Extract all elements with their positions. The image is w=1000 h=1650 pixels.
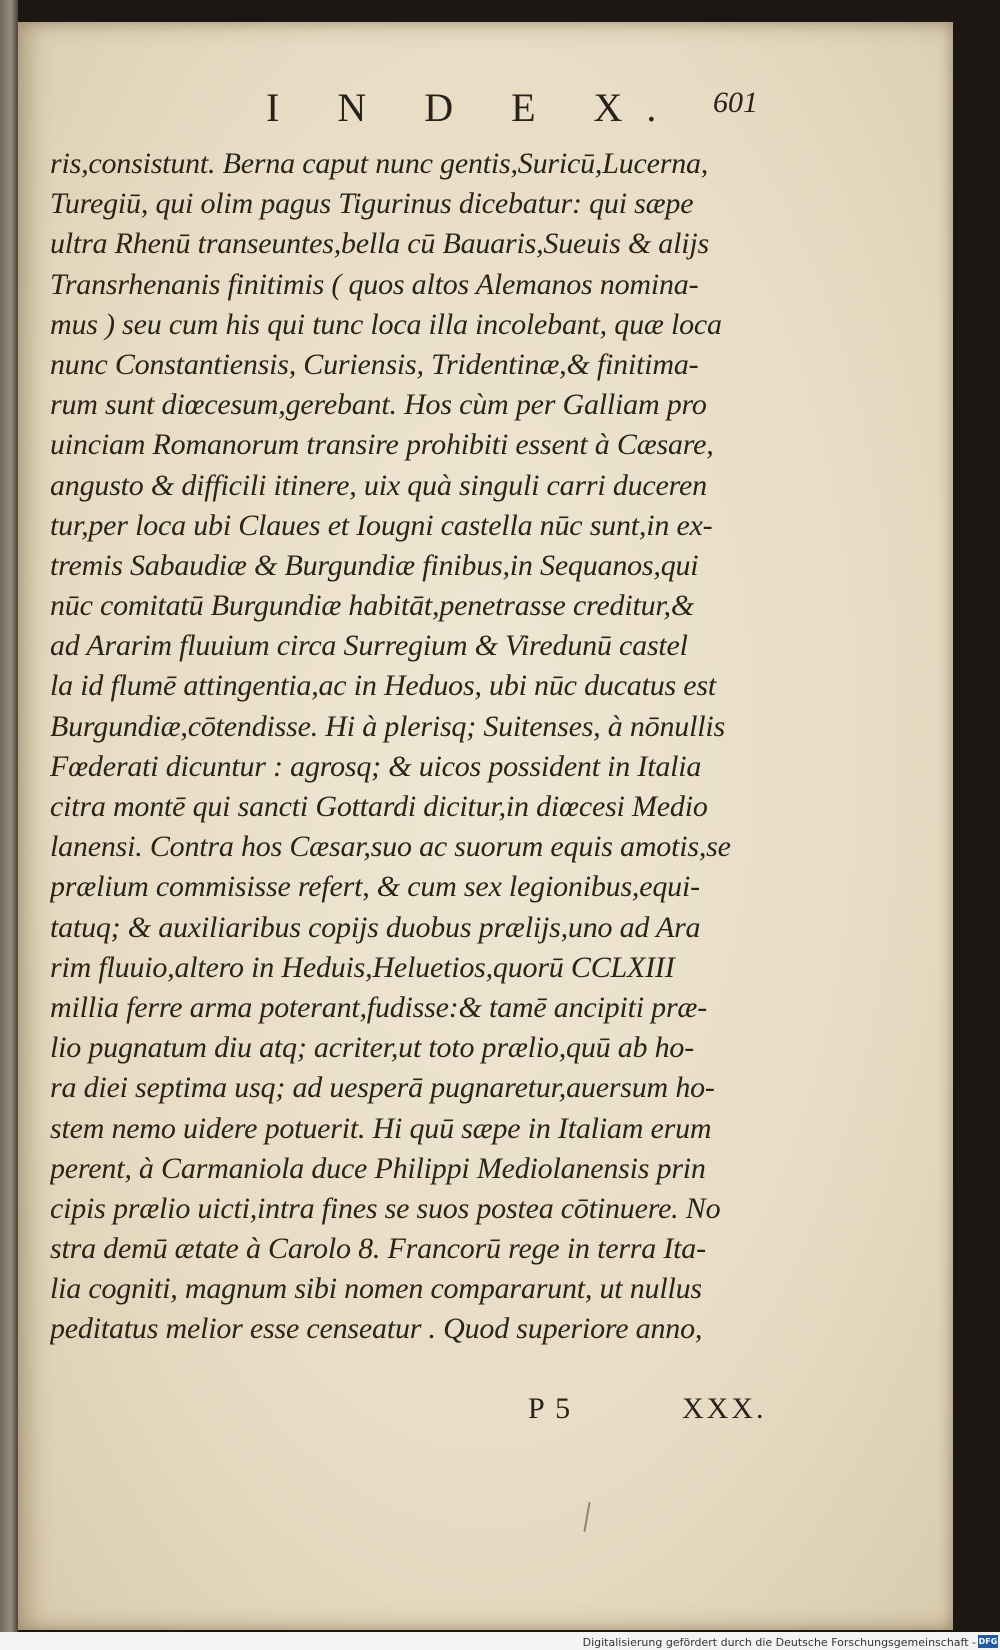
- digitization-credit: Digitalisierung gefördert durch die Deutsche Forschungsgemeinschaft -: [582, 1636, 976, 1649]
- text-line: rum sunt diœcesum,gerebant. Hos cùm per Galliam pro: [50, 388, 707, 422]
- text-line: Burgundiæ,cōtendisse. Hi à plerisq; Suitenses, à nōnullis: [50, 709, 725, 743]
- page-number: 601: [713, 86, 758, 119]
- text-line: Turegiū, qui olim pagus Tigurinus dicebatur: qui sæpe: [50, 187, 694, 221]
- signature-mark: P 5: [528, 1392, 573, 1425]
- text-line: tatuq; & auxiliaribus copijs duobus prælijs,uno ad Ara: [50, 910, 701, 944]
- text-line: prælium commisisse refert, & cum sex legionibus,equi-: [50, 870, 700, 904]
- book-page: [18, 22, 953, 1630]
- book-binding: [0, 0, 18, 1640]
- text-line: stra demū ætate à Carolo 8. Francorū rege in terra Ita-: [50, 1232, 706, 1266]
- text-line: angusto & difficili itinere, uix quà singuli carri duceren: [50, 468, 707, 502]
- text-line: ra diei septima usq; ad uesperā pugnaretur,auersum ho-: [50, 1071, 715, 1105]
- text-line: peditatus melior esse censeatur . Quod superiore anno,: [50, 1312, 703, 1346]
- text-line: rim fluuio,altero in Heduis,Heluetios,quorū CCLXIII: [50, 950, 675, 984]
- text-line: millia ferre arma poterant,fudisse:& tamē ancipiti præ-: [50, 990, 708, 1024]
- text-line: lanensi. Contra hos Cæsar,suo ac suorum equis amotis,se: [50, 830, 731, 864]
- pencil-mark: [583, 1502, 590, 1532]
- text-line: uinciam Romanorum transire prohibiti essent à Cæsare,: [50, 428, 714, 462]
- running-head-title: I N D E X.: [266, 85, 681, 130]
- catchword: XXX.: [682, 1392, 767, 1425]
- text-line: perent, à Carmaniola duce Philippi Mediolanensis prin: [50, 1151, 706, 1185]
- text-line: tur,per loca ubi Claues et Iougni castella nūc sunt,in ex-: [50, 508, 713, 542]
- text-line: Fœderati dicuntur : agrosq; & uicos possident in Italia: [50, 749, 702, 783]
- running-head: [18, 84, 953, 134]
- text-line: la id flumē attingentia,ac in Heduos, ubi nūc ducatus est: [50, 669, 717, 703]
- text-line: citra montē qui sancti Gottardi dicitur,in diœcesi Medio: [50, 790, 708, 823]
- text-line: lia cogniti, magnum sibi nomen compararunt, ut nullus: [50, 1272, 702, 1306]
- text-line: nunc Constantiensis, Curiensis, Tridentinæ,& finitima-: [50, 347, 699, 381]
- text-line: lio pugnatum diu atq; acriter,ut toto prælio,quū ab ho-: [50, 1031, 695, 1065]
- text-line: ad Ararim fluuium circa Surregium & Viredunū castel: [50, 629, 688, 663]
- text-line: nūc comitatū Burgundiæ habitāt,penetrasse creditur,&: [50, 589, 694, 623]
- body-text: [50, 144, 785, 1350]
- text-line: tremis Sabaudiæ & Burgundiæ finibus,in Sequanos,qui: [50, 548, 699, 582]
- text-line: cipis prælio uicti,intra fines se suos postea cōtinuere. No: [50, 1191, 721, 1225]
- digitization-footer: [0, 1632, 1000, 1650]
- text-line: Transrhenanis finitimis ( quos altos Alemanos nomina-: [50, 267, 699, 301]
- text-line: stem nemo uidere potuerit. Hi quū sæpe in Italiam erum: [50, 1111, 712, 1145]
- text-line: mus ) seu cum his qui tunc loca illa incolebant, quæ loca: [50, 307, 722, 341]
- text-line: ris,consistunt. Berna caput nunc gentis,Suricū,Lucerna,: [50, 147, 709, 180]
- dfg-logo: DFG: [978, 1637, 998, 1646]
- text-line: ultra Rhenū transeuntes,bella cū Bauaris,Sueuis & alijs: [50, 227, 709, 261]
